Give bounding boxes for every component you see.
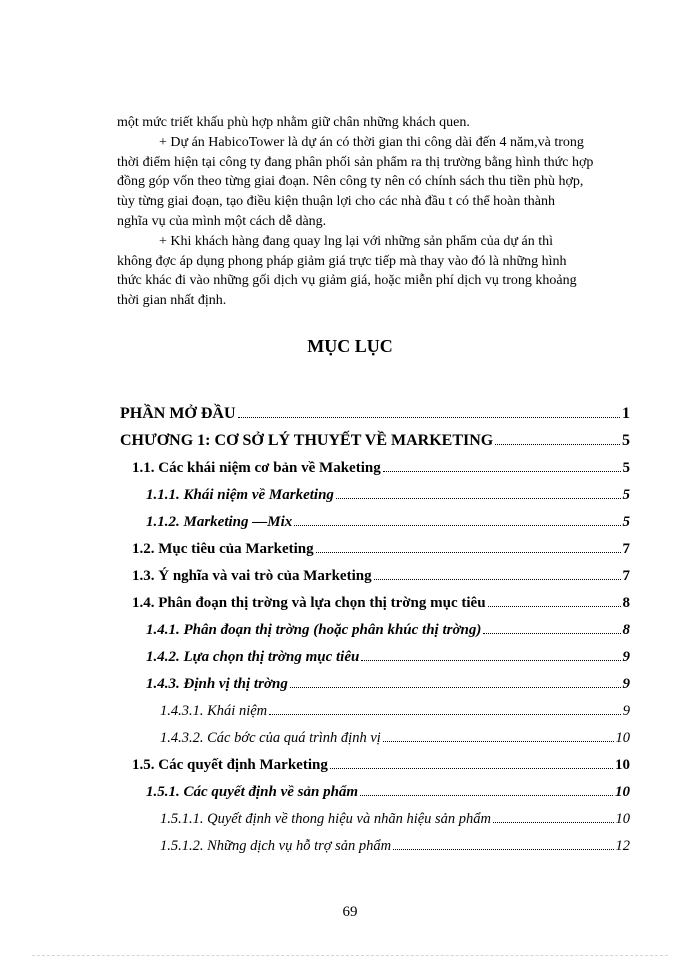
toc-dot-leader <box>495 432 620 445</box>
toc-entry-page: 10 <box>615 730 630 746</box>
toc-entry[interactable] <box>146 486 630 504</box>
body-paragraphs <box>117 113 635 311</box>
toc-entry[interactable] <box>132 459 630 477</box>
toc-entry-title: 1.4.2. Lựa chọn thị trờng mục tiêu <box>146 649 360 665</box>
toc-entry-page: 7 <box>622 568 630 584</box>
toc-entry-title: CHƯƠNG 1: CƠ SỞ LÝ THUYẾT VỀ MARKETING <box>120 432 494 449</box>
toc-entry-page: 8 <box>622 595 630 611</box>
page-number: 69 <box>342 904 358 920</box>
toc-dot-leader <box>374 567 621 580</box>
toc-entry[interactable] <box>160 729 630 747</box>
toc-dot-leader <box>238 405 620 418</box>
body-line: + Khi khách hàng đang quay lng lại với những sản phẩm của dự án thì <box>159 233 554 249</box>
toc-dot-leader <box>294 513 620 526</box>
toc-dot-leader <box>493 810 613 823</box>
toc-dot-leader <box>330 756 613 769</box>
toc-entry-title: 1.1. Các khái niệm cơ bản về Maketing <box>132 460 381 476</box>
toc-entry[interactable] <box>146 513 630 531</box>
toc-entry[interactable] <box>132 567 630 585</box>
toc-entry[interactable] <box>132 540 630 558</box>
body-line: thời gian nhất định. <box>117 293 227 309</box>
toc-dot-leader <box>269 702 621 715</box>
body-line: tùy từng giai đoạn, tạo điều kiện thuận lợi cho các nhà đầu t có thể hoàn thành <box>117 194 555 210</box>
toc-entry-page: 9 <box>622 676 630 692</box>
toc-entry-page: 5 <box>622 487 630 503</box>
toc-entry[interactable] <box>120 405 630 423</box>
toc-entry-title: 1.5.1. Các quyết định về sản phẩm <box>146 784 359 800</box>
toc-dot-leader <box>316 540 621 553</box>
toc-entry-page: 12 <box>615 838 630 854</box>
body-line: thức khác đi vào những gối dịch vụ giảm giá, hoặc miễn phí dịch vụ trong khoảng <box>117 273 577 289</box>
body-line: thời điểm hiện tại công ty đang phân phối sản phẩm ra thị trường bằng hình thức hợp <box>117 154 594 170</box>
toc-dot-leader <box>483 621 620 634</box>
toc-entry[interactable] <box>146 675 630 693</box>
toc-entry-title: 1.4.1. Phân đoạn thị trờng (hoặc phân khúc thị trờng) <box>146 622 482 638</box>
toc-entry-page: 10 <box>615 784 630 800</box>
toc-entry-title: 1.4. Phân đoạn thị trờng và lựa chọn thị trờng mục tiêu <box>132 595 486 611</box>
toc-entry[interactable] <box>160 702 630 720</box>
body-line: nghĩa vụ của mình một cách dễ dàng. <box>117 213 327 229</box>
toc-entry-title: 1.5.1.2. Những dịch vụ hỗ trợ sản phẩm <box>160 838 392 854</box>
toc-entry[interactable] <box>132 756 630 774</box>
toc-dot-leader <box>488 594 621 607</box>
toc-entry-title: 1.5. Các quyết định Marketing <box>132 757 328 773</box>
toc-entry-page: 9 <box>622 703 630 719</box>
toc-dot-leader <box>336 486 621 499</box>
toc-entry[interactable] <box>132 594 630 612</box>
toc-entry-title: 1.4.3.1. Khái niệm <box>160 703 268 719</box>
toc-dot-leader <box>361 648 620 661</box>
toc-entry-title: 1.3. Ý nghĩa và vai trò của Marketing <box>132 568 372 584</box>
toc-entry-page: 1 <box>622 405 630 422</box>
body-line: không đợc áp dụng phong pháp giảm giá trực tiếp mà thay vào đó là những hình <box>117 253 567 269</box>
toc-entry[interactable] <box>120 432 630 450</box>
toc-entry[interactable] <box>146 648 630 666</box>
toc-entry-page: 10 <box>615 757 630 773</box>
toc-title: MỤC LỤC <box>307 336 393 356</box>
toc-entry-page: 5 <box>622 514 630 530</box>
toc-dot-leader <box>360 783 613 796</box>
toc-entry-title: 1.1.2. Marketing —Mix <box>146 514 293 530</box>
toc-entry-page: 9 <box>622 649 630 665</box>
page-bottom-divider <box>32 955 668 956</box>
toc-entry-title: 1.2. Mục tiêu của Marketing <box>132 541 314 557</box>
toc-dot-leader <box>383 459 621 472</box>
toc-dot-leader <box>383 729 614 742</box>
toc-entry-page: 5 <box>622 460 630 476</box>
toc-dot-leader <box>290 675 621 688</box>
body-line: + Dự án HabicoTower là dự án có thời gian thi công dài đến 4 năm,và trong <box>159 134 584 150</box>
toc-entry-page: 5 <box>622 432 630 449</box>
toc-entry-title: 1.1.1. Khái niệm về Marketing <box>146 487 334 503</box>
toc-entry-title: PHẦN MỞ ĐẦU <box>120 405 236 422</box>
toc-entry-page: 8 <box>622 622 630 638</box>
toc-entry-page: 10 <box>615 811 630 827</box>
toc-entry-title: 1.4.3.2. Các bớc của quá trình định vị <box>160 730 381 746</box>
toc-dot-leader <box>393 837 613 850</box>
toc-entry[interactable] <box>160 810 630 828</box>
toc-entry-title: 1.5.1.1. Quyết định về thong hiệu và nhãn hiệu sản phẩm <box>160 811 492 827</box>
body-line: một mức triết khấu phù hợp nhằm giữ chân những khách quen. <box>117 115 470 130</box>
toc-entry-title: 1.4.3. Định vị thị trờng <box>146 676 288 692</box>
toc-entry[interactable] <box>146 621 630 639</box>
toc-entry[interactable] <box>146 783 630 801</box>
body-line: đồng góp vốn theo từng giai đoạn. Nên công ty nên có chính sách thu tiền phù hợp, <box>117 174 584 190</box>
toc-entry[interactable] <box>160 837 630 855</box>
toc-entry-page: 7 <box>622 541 630 557</box>
